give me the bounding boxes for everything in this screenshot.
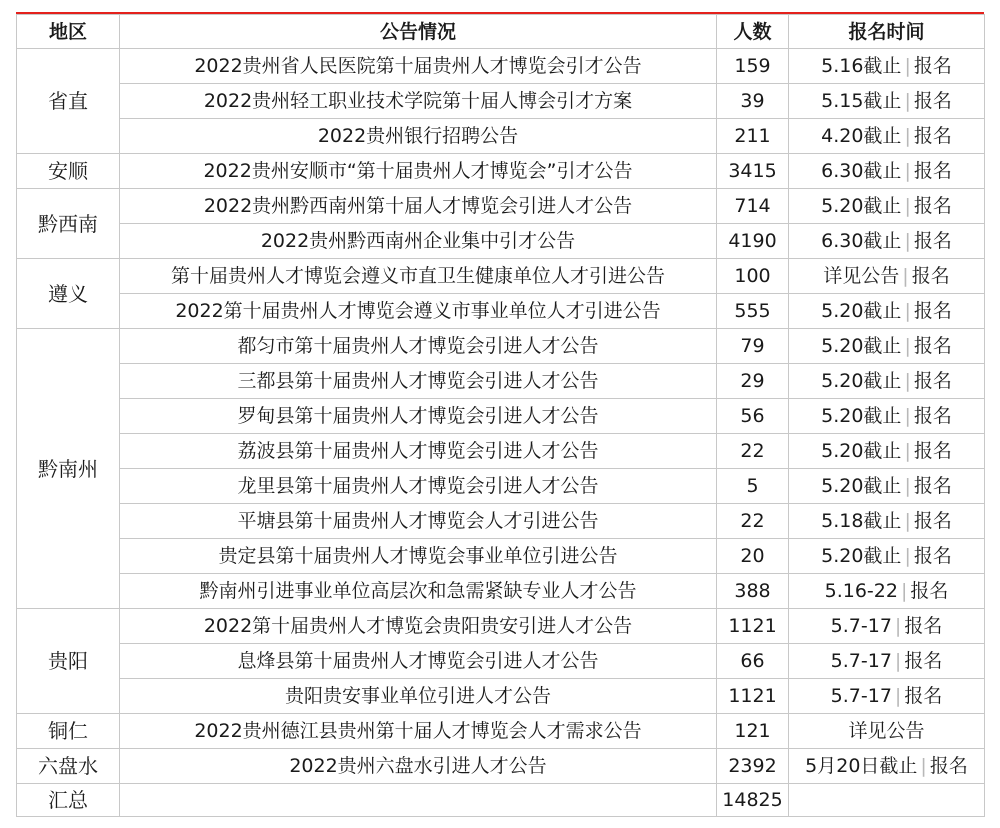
- count-cell: 121: [717, 714, 789, 749]
- time-cell: [789, 434, 985, 469]
- separator: |: [904, 475, 911, 497]
- notice-cell[interactable]: 龙里县第十届贵州人才博览会引进人才公告: [120, 469, 717, 504]
- deadline-text: 5.20截止: [821, 475, 902, 497]
- header-count: 人数: [717, 15, 789, 49]
- time-cell: [789, 364, 985, 399]
- signup-link[interactable]: 报名: [913, 510, 952, 532]
- time-cell: [789, 469, 985, 504]
- header-notice: 公告情况: [120, 15, 717, 49]
- count-cell: 66: [717, 644, 789, 679]
- separator: |: [904, 55, 911, 77]
- signup-link[interactable]: 报名: [913, 160, 952, 182]
- count-cell: 555: [717, 294, 789, 329]
- time-cell: [789, 84, 985, 119]
- deadline-text: 5月20日截止: [805, 755, 918, 777]
- notice-cell[interactable]: 第十届贵州人才博览会遵义市直卫生健康单位人才引进公告: [120, 259, 717, 294]
- count-cell: 5: [717, 469, 789, 504]
- signup-link[interactable]: 报名: [904, 650, 943, 672]
- header-time: 报名时间: [789, 15, 985, 49]
- table-row: [17, 504, 985, 539]
- region-cell: 安顺: [17, 154, 120, 189]
- notice-cell[interactable]: 2022贵州银行招聘公告: [120, 119, 717, 154]
- notice-cell[interactable]: 2022贵州轻工职业技术学院第十届人博会引才方案: [120, 84, 717, 119]
- notice-cell[interactable]: 2022贵州黔西南州企业集中引才公告: [120, 224, 717, 259]
- separator: |: [894, 615, 902, 637]
- deadline-text: 5.16截止: [821, 55, 902, 77]
- table-row: [17, 154, 985, 189]
- count-cell: 1121: [717, 679, 789, 714]
- signup-link[interactable]: 报名: [913, 125, 952, 147]
- separator: |: [894, 685, 902, 707]
- notice-cell[interactable]: 息烽县第十届贵州人才博览会引进人才公告: [120, 644, 717, 679]
- deadline-text: 详见公告: [848, 720, 925, 742]
- table-row: [17, 399, 985, 434]
- header-region: 地区: [17, 15, 120, 49]
- separator: |: [904, 125, 911, 147]
- total-count: 14825: [717, 784, 789, 817]
- signup-link[interactable]: 报名: [911, 265, 950, 287]
- recruitment-table: [16, 14, 985, 817]
- deadline-text: 详见公告: [823, 265, 900, 287]
- count-cell: 388: [717, 574, 789, 609]
- time-cell: [789, 644, 985, 679]
- deadline-text: 5.7-17: [830, 685, 892, 707]
- table-row: [17, 364, 985, 399]
- region-cell: 遵义: [17, 259, 120, 329]
- count-cell: 159: [717, 49, 789, 84]
- time-cell: [789, 679, 985, 714]
- signup-link[interactable]: 报名: [929, 755, 968, 777]
- table-row: [17, 574, 985, 609]
- header-row: [17, 15, 985, 49]
- notice-cell[interactable]: 2022第十届贵州人才博览会贵阳贵安引进人才公告: [120, 609, 717, 644]
- deadline-text: 5.20截止: [821, 195, 902, 217]
- separator: |: [904, 335, 911, 357]
- deadline-text: 5.18截止: [821, 510, 902, 532]
- table-row: [17, 224, 985, 259]
- time-cell: [789, 329, 985, 364]
- deadline-text: 5.20截止: [821, 405, 902, 427]
- notice-cell[interactable]: 2022贵州六盘水引进人才公告: [120, 749, 717, 784]
- count-cell: 20: [717, 539, 789, 574]
- time-cell: [789, 609, 985, 644]
- signup-link[interactable]: 报名: [913, 370, 952, 392]
- count-cell: 714: [717, 189, 789, 224]
- count-cell: 1121: [717, 609, 789, 644]
- region-cell: 贵阳: [17, 609, 120, 714]
- time-cell: [789, 749, 985, 784]
- signup-link[interactable]: 报名: [913, 440, 952, 462]
- signup-link[interactable]: 报名: [910, 580, 949, 602]
- deadline-text: 5.7-17: [830, 615, 892, 637]
- table-row: [17, 294, 985, 329]
- time-cell: [789, 399, 985, 434]
- deadline-text: 5.20截止: [821, 335, 902, 357]
- notice-cell[interactable]: 2022贵州省人民医院第十届贵州人才博览会引才公告: [120, 49, 717, 84]
- count-cell: 56: [717, 399, 789, 434]
- count-cell: 79: [717, 329, 789, 364]
- notice-cell[interactable]: 平塘县第十届贵州人才博览会人才引进公告: [120, 504, 717, 539]
- notice-cell[interactable]: 贵定县第十届贵州人才博览会事业单位引进公告: [120, 539, 717, 574]
- table-body: [17, 49, 985, 817]
- time-cell: [789, 189, 985, 224]
- deadline-text: 5.15截止: [821, 90, 902, 112]
- deadline-text: 5.20截止: [821, 300, 902, 322]
- count-cell: 39: [717, 84, 789, 119]
- region-cell: 黔南州: [17, 329, 120, 609]
- signup-link[interactable]: 报名: [904, 615, 943, 637]
- notice-cell[interactable]: 贵阳贵安事业单位引进人才公告: [120, 679, 717, 714]
- count-cell: 2392: [717, 749, 789, 784]
- separator: |: [900, 580, 908, 602]
- separator: |: [904, 440, 911, 462]
- total-notice: [120, 784, 717, 817]
- separator: |: [904, 90, 911, 112]
- time-cell: [789, 49, 985, 84]
- total-label: 汇总: [17, 784, 120, 817]
- separator: |: [904, 405, 911, 427]
- table-row: [17, 679, 985, 714]
- total-time: [789, 784, 985, 817]
- notice-cell[interactable]: 2022贵州安顺市“第十届贵州人才博览会”引才公告: [120, 154, 717, 189]
- deadline-text: 5.20截止: [821, 370, 902, 392]
- table-row: [17, 434, 985, 469]
- signup-link[interactable]: 报名: [904, 685, 943, 707]
- separator: |: [904, 230, 911, 252]
- separator: |: [904, 300, 911, 322]
- table-row: [17, 609, 985, 644]
- region-cell: 六盘水: [17, 749, 120, 784]
- total-row: [17, 784, 985, 817]
- time-cell: [789, 224, 985, 259]
- top-border: [0, 0, 1000, 14]
- signup-link[interactable]: 报名: [913, 335, 952, 357]
- table-row: [17, 749, 985, 784]
- deadline-text: 6.30截止: [821, 230, 902, 252]
- time-cell: [789, 504, 985, 539]
- time-cell: [789, 714, 985, 749]
- table-row: [17, 539, 985, 574]
- table-row: [17, 119, 985, 154]
- region-cell: 黔西南: [17, 189, 120, 259]
- table-row: [17, 259, 985, 294]
- separator: |: [904, 160, 911, 182]
- separator: |: [902, 265, 909, 287]
- notice-cell[interactable]: 荔波县第十届贵州人才博览会引进人才公告: [120, 434, 717, 469]
- table-row: [17, 469, 985, 504]
- count-cell: 211: [717, 119, 789, 154]
- region-cell: 铜仁: [17, 714, 120, 749]
- table-row: [17, 189, 985, 224]
- signup-link[interactable]: 报名: [913, 230, 952, 252]
- count-cell: 22: [717, 434, 789, 469]
- table-row: [17, 329, 985, 364]
- deadline-text: 5.16-22: [824, 580, 898, 602]
- count-cell: 4190: [717, 224, 789, 259]
- table-row: [17, 84, 985, 119]
- signup-link[interactable]: 报名: [913, 300, 952, 322]
- notice-cell[interactable]: 2022第十届贵州人才博览会遵义市事业单位人才引进公告: [120, 294, 717, 329]
- deadline-text: 5.20截止: [821, 440, 902, 462]
- time-cell: [789, 294, 985, 329]
- separator: |: [904, 545, 911, 567]
- time-cell: [789, 154, 985, 189]
- region-cell: 省直: [17, 49, 120, 154]
- notice-cell[interactable]: 都匀市第十届贵州人才博览会引进人才公告: [120, 329, 717, 364]
- signup-link[interactable]: 报名: [913, 405, 952, 427]
- deadline-text: 5.7-17: [830, 650, 892, 672]
- table-row: [17, 644, 985, 679]
- notice-cell[interactable]: 黔南州引进事业单位高层次和急需紧缺专业人才公告: [120, 574, 717, 609]
- separator: |: [904, 370, 911, 392]
- count-cell: 3415: [717, 154, 789, 189]
- count-cell: 29: [717, 364, 789, 399]
- signup-link[interactable]: 报名: [913, 195, 952, 217]
- signup-link[interactable]: 报名: [913, 55, 952, 77]
- notice-cell[interactable]: 三都县第十届贵州人才博览会引进人才公告: [120, 364, 717, 399]
- notice-cell[interactable]: 罗甸县第十届贵州人才博览会引进人才公告: [120, 399, 717, 434]
- time-cell: [789, 574, 985, 609]
- separator: |: [904, 195, 911, 217]
- count-cell: 100: [717, 259, 789, 294]
- time-cell: [789, 259, 985, 294]
- count-cell: 22: [717, 504, 789, 539]
- separator: |: [894, 650, 902, 672]
- signup-link[interactable]: 报名: [913, 475, 952, 497]
- notice-cell[interactable]: 2022贵州德江县贵州第十届人才博览会人才需求公告: [120, 714, 717, 749]
- separator: |: [904, 510, 911, 532]
- table-row: [17, 49, 985, 84]
- deadline-text: 4.20截止: [821, 125, 902, 147]
- deadline-text: 5.20截止: [821, 545, 902, 567]
- signup-link[interactable]: 报名: [913, 545, 952, 567]
- deadline-text: 6.30截止: [821, 160, 902, 182]
- signup-link[interactable]: 报名: [913, 90, 952, 112]
- time-cell: [789, 539, 985, 574]
- table-row: [17, 714, 985, 749]
- separator: |: [920, 755, 927, 777]
- time-cell: [789, 119, 985, 154]
- notice-cell[interactable]: 2022贵州黔西南州第十届人才博览会引进人才公告: [120, 189, 717, 224]
